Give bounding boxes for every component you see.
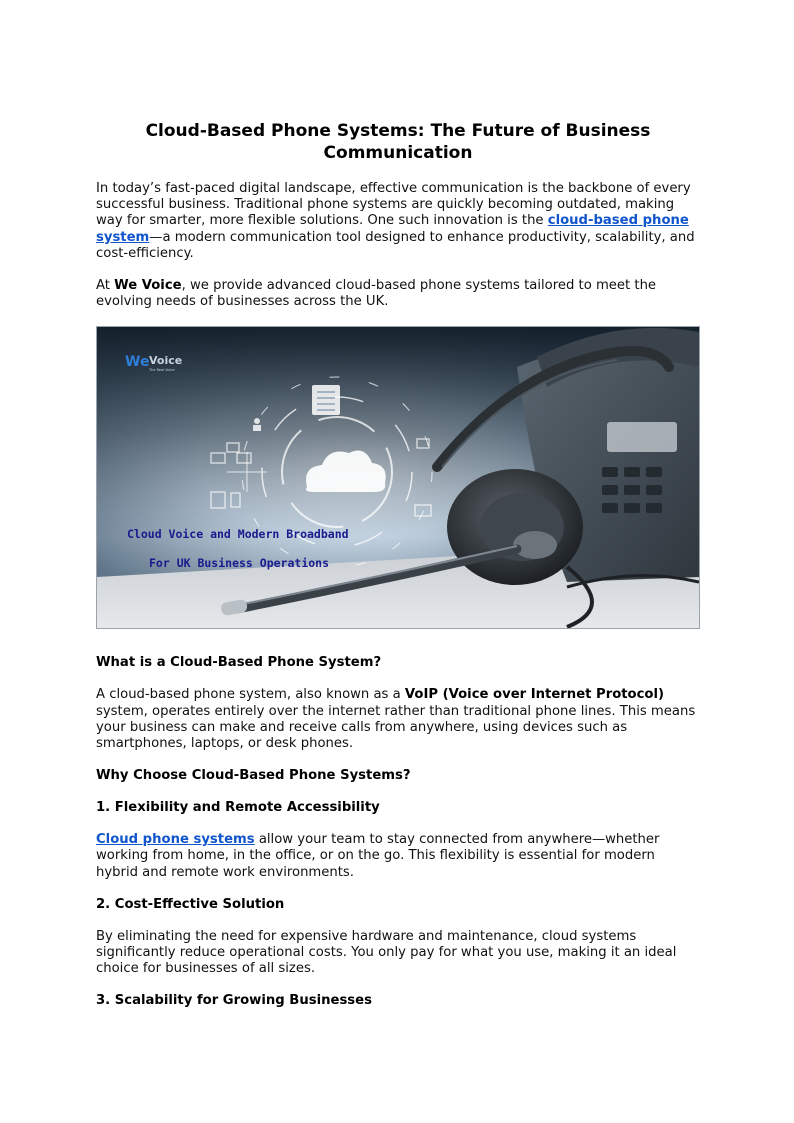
- point1-text: allow your team to stay connected from anywhere—whether working from home, in the office, or on the go. This flexibility is essential for modern hybrid and remote work environments.: [96, 832, 660, 880]
- brand-name: We Voice: [114, 278, 182, 294]
- point3-heading: 3. Scalability for Growing Businesses: [96, 993, 372, 1009]
- wevoice-logo: [125, 354, 182, 372]
- why-heading: Why Choose Cloud-Based Phone Systems?: [96, 768, 411, 784]
- hero-caption-line1: Cloud Voice and Modern Broadband: [127, 527, 349, 542]
- article: [96, 120, 700, 1009]
- intro-text-end: —a modern communication tool designed to enhance productivity, scalability, and cost-efficiency.: [96, 229, 695, 261]
- point2-paragraph: By eliminating the need for expensive hardware and maintenance, cloud systems significantly reduce operational costs. You only pay for what you use, making it an ideal choice for businesses of all sizes.: [96, 928, 677, 977]
- page-title: Cloud-Based Phone Systems: The Future of Business Communication: [145, 121, 651, 163]
- hero-caption-line2: For UK Business Operations: [149, 556, 330, 571]
- logo-tagline: The Real Voice: [149, 368, 175, 373]
- intro-paragraph: [96, 181, 700, 262]
- cloud-phone-systems-link[interactable]: Cloud phone systems: [96, 832, 255, 848]
- point2-heading: 2. Cost-Effective Solution: [96, 896, 285, 912]
- logo-voice: Voice: [149, 354, 183, 368]
- what-text-end: system, operates entirely over the internet rather than traditional phone lines. This means your business can make and receive calls from anywhere, using devices such as smartphones, laptops, or desk phones.: [96, 703, 696, 752]
- about-paragraph: [96, 278, 700, 310]
- about-prefix: At: [96, 278, 115, 294]
- hero-illustration: [97, 327, 699, 628]
- intro-text-start: In today’s fast-paced digital landscape, effective communication is the backbone of every successful business. Traditional phone systems are quickly becoming outdated, making way for smarter, more flexible solutions. One such innovation is the: [96, 181, 691, 229]
- hero-image: [96, 326, 700, 629]
- point1-heading: 1. Flexibility and Remote Accessibility: [96, 800, 380, 816]
- what-text-start: A cloud-based phone system, also known as a: [96, 687, 405, 703]
- what-paragraph: [96, 687, 700, 752]
- about-text: , we provide advanced cloud-based phone systems tailored to meet the evolving needs of businesses across the UK.: [96, 278, 657, 310]
- point1-paragraph: [96, 832, 700, 881]
- what-heading: What is a Cloud-Based Phone System?: [96, 655, 382, 671]
- logo-we: We: [125, 354, 150, 371]
- cloud-based-phone-system-link[interactable]: cloud-based phone system: [96, 213, 689, 245]
- voip-term: VoIP (Voice over Internet Protocol): [404, 687, 665, 703]
